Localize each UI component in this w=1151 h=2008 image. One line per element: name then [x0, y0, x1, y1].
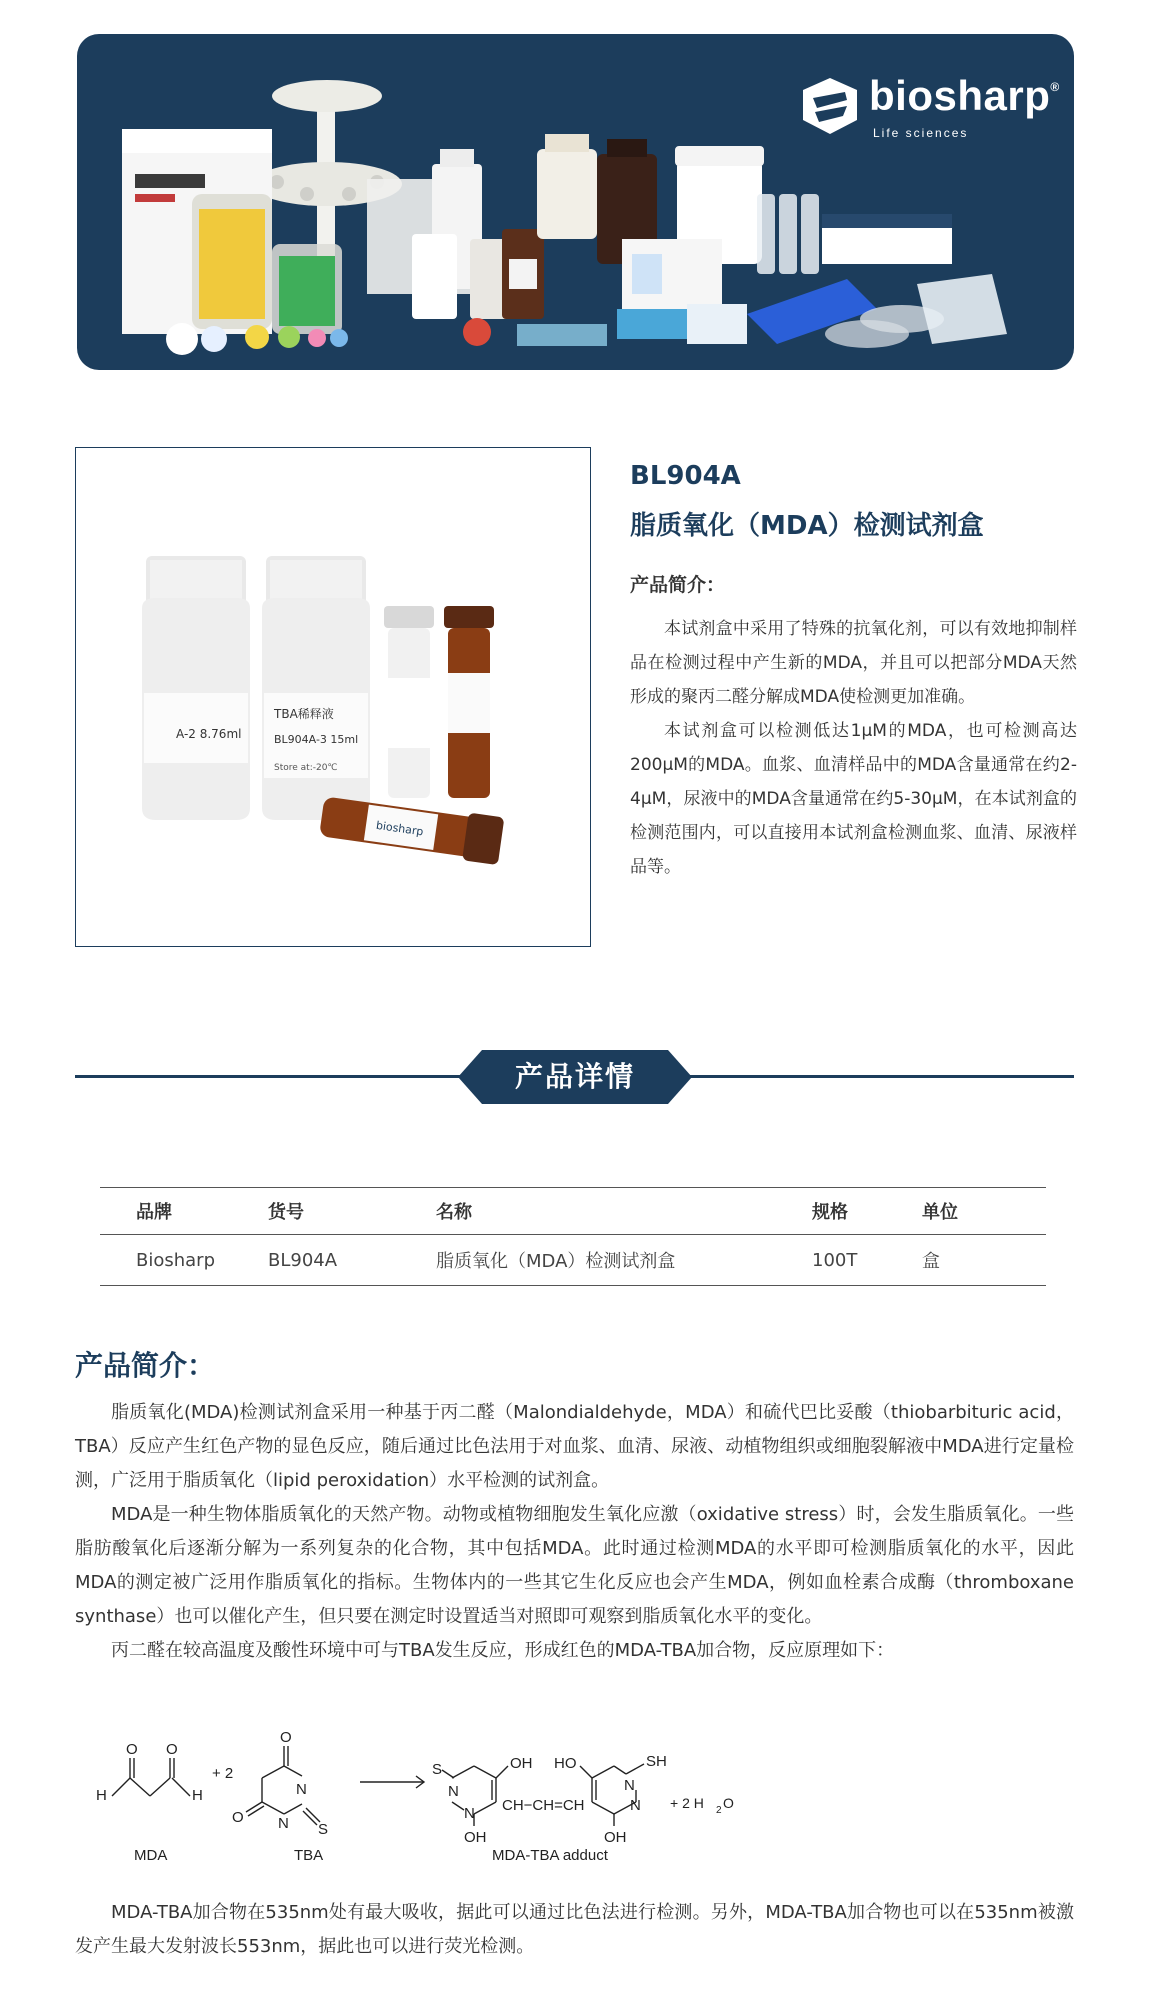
cell-unit: 盒 [922, 1235, 1046, 1286]
water-o: O [723, 1795, 734, 1811]
svg-text:Store at:-20℃: Store at:-20℃ [274, 763, 338, 773]
brand-tagline: Life sciences [873, 126, 969, 140]
intro-paragraph: 本试剂盒可以检测低达1μM的MDA，也可检测高达200μM的MDA。血浆、血清样品中的MDA含量通常在约2-4μM，尿液中的MDA含量通常在约5-30μM，在本试剂盒的检测范围内，可以直接用本试剂盒检测血浆、血清、尿液样品等。 [630, 721, 1077, 877]
hero-banner [77, 34, 1074, 370]
detail-heading: 产品简介： [75, 1349, 216, 1382]
final-body [75, 1896, 1074, 1964]
mda-h-right: H [192, 1787, 203, 1804]
product-photo [76, 448, 589, 945]
table-header-row [100, 1188, 1046, 1235]
final-paragraph: MDA-TBA加合物在535nm处有最大吸收，据此可以通过比色法进行检测。另外，MDA-TBA加合物也可以在535nm被激发产生最大发射波长553nm，据此也可以进行荧光检测。 [75, 1902, 1074, 1957]
spec-table [100, 1187, 1046, 1286]
adduct-chain: CH−CH=CH [502, 1797, 585, 1814]
header-unit: 单位 [922, 1188, 1046, 1235]
section-title: 产品详情 [514, 1060, 635, 1093]
intro-heading: 产品简介： [630, 574, 726, 596]
adduct-s: S [432, 1761, 443, 1778]
table-row [100, 1235, 1046, 1286]
adduct-n-left-upper: N [448, 1783, 459, 1800]
mda-o-left: O [126, 1741, 138, 1758]
tba-o-top: O [280, 1729, 292, 1746]
svg-text:TBA稀释液: TBA稀释液 [274, 707, 334, 721]
mda-o-right: O [166, 1741, 178, 1758]
tba-o-bottom: O [232, 1809, 244, 1826]
cell-spec: 100T [812, 1235, 922, 1286]
reaction-scheme-diagram [92, 1718, 752, 1868]
header-code: 货号 [268, 1188, 436, 1235]
product-name: 脂质氧化（MDA）检测试剂盒 [630, 511, 984, 541]
tba-n-lower: N [278, 1815, 289, 1832]
intro-paragraph: 本试剂盒中采用了特殊的抗氧化剂，可以有效地抑制样品在检测过程中产生新的MDA，并且可以把部分MDA天然形成的聚丙二醛分解成MDA使检测更加准确。 [630, 619, 1077, 707]
detail-paragraph: 脂质氧化(MDA)检测试剂盒采用一种基于丙二醛（Malondialdehyde，MDA）和硫代巴比妥酸（thiobarbituric acid，TBA）反应产生红色产物的显色反应，随后通过比色法用于对血浆、血清、尿液、动植物组织或细胞裂解液中MDA进行定量检测，广泛用于脂质氧化（lipid peroxidation）水平检测的试剂盒。 [75, 1402, 1074, 1491]
brand-name: biosharp® [869, 72, 1060, 119]
detail-paragraph: MDA是一种生物体脂质氧化的天然产物。动物或植物细胞发生氧化应激（oxidative stress）时，会发生脂质氧化。一些脂肪酸氧化后逐渐分解为一系列复杂的化合物，其中包括MDA。此时通过检测MDA的水平即可检测脂质氧化的水平，因此MDA的测定被广泛用作脂质氧化的指标。生物体内的一些其它生化反应也会产生MDA，例如血栓素合成酶（thromboxane synthase）也可以催化产生，但只要在测定时设置适当对照即可观察到脂质氧化水平的变化。 [75, 1504, 1074, 1627]
detail-body [75, 1396, 1074, 1668]
plus-water: + 2 H [670, 1795, 704, 1811]
cell-name: 脂质氧化（MDA）检测试剂盒 [436, 1235, 812, 1286]
mda-label: MDA [134, 1847, 168, 1864]
detail-paragraph: 丙二醛在较高温度及酸性环境中可与TBA发生反应，形成红色的MDA-TBA加合物，反应原理如下： [111, 1640, 895, 1661]
adduct-n-left-lower: N [464, 1805, 475, 1822]
adduct-oh-top: OH [510, 1755, 533, 1772]
brand-block [799, 72, 1059, 152]
header-spec: 规格 [812, 1188, 922, 1235]
water-sub: 2 [716, 1805, 722, 1816]
cell-code: BL904A [268, 1235, 436, 1286]
adduct-oh-right: OH [604, 1829, 627, 1846]
adduct-label: MDA-TBA adduct [492, 1847, 608, 1864]
product-photo-frame [75, 447, 591, 947]
intro-body [630, 612, 1077, 884]
plus-two: + 2 [212, 1765, 234, 1782]
header-brand: 品牌 [100, 1188, 268, 1235]
svg-text:BL904A-3 15ml: BL904A-3 15ml [274, 733, 359, 746]
adduct-ho-top: HO [554, 1755, 577, 1772]
adduct-sh: SH [646, 1753, 667, 1770]
cell-brand: Biosharp [100, 1235, 268, 1286]
product-code: BL904A [630, 461, 741, 491]
header-name: 名称 [436, 1188, 812, 1235]
mda-h-left: H [96, 1787, 107, 1804]
svg-text:A-2 8.76ml: A-2 8.76ml [176, 727, 242, 741]
adduct-n-right-lower: N [630, 1797, 641, 1814]
adduct-n-right-upper: N [624, 1777, 635, 1794]
biosharp-logo-icon [799, 76, 861, 136]
tba-n-upper: N [296, 1781, 307, 1798]
adduct-oh-bottom: OH [464, 1829, 487, 1846]
tba-label: TBA [294, 1847, 324, 1864]
tba-s: S [318, 1821, 329, 1838]
svg-text:biosharp: biosharp [375, 818, 425, 839]
